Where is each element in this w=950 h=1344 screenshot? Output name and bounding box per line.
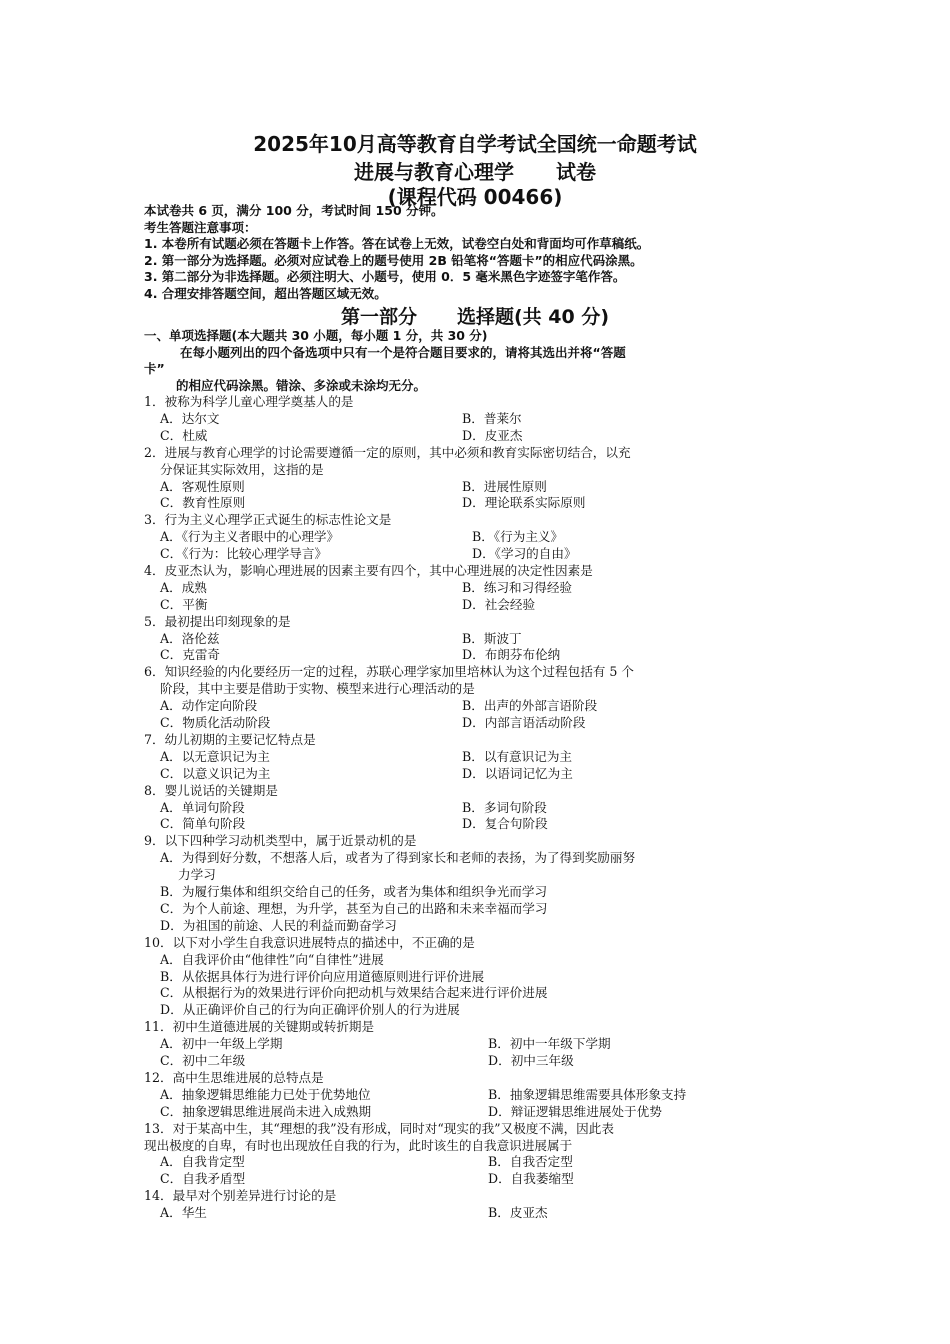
question-stem-continued: 分保证其实际效用，这指的是 bbox=[160, 461, 324, 477]
note-line: 本试卷共 6 页，满分 100 分，考试时间 150 分钟。 bbox=[144, 203, 444, 218]
part-heading bbox=[0, 302, 950, 329]
option: B．出声的外部言语阶段 bbox=[462, 698, 598, 714]
option: C．简单句阶段 bbox=[160, 816, 246, 832]
option: B．自我否定型 bbox=[488, 1154, 573, 1170]
option-row bbox=[144, 766, 824, 783]
option: D．皮亚杰 bbox=[462, 427, 523, 443]
question-stem: 11．初中生道德进展的关键期或转折期是 bbox=[144, 1019, 375, 1035]
option-row bbox=[144, 479, 824, 496]
option-row bbox=[144, 411, 824, 428]
question-stem: 9．以下四种学习动机类型中，属于近景动机的是 bbox=[144, 833, 417, 849]
option: C．以意义识记为主 bbox=[160, 765, 271, 781]
section-instruction: 卡” bbox=[144, 361, 165, 377]
option: D．以语词记忆为主 bbox=[462, 765, 573, 781]
option-row bbox=[144, 698, 824, 715]
note-line: 3. 第二部分为非选择题。必须注明大、小题号，使用 0．5 毫米黑色字迹签字笔作答。 bbox=[144, 269, 626, 285]
option: A．华生 bbox=[160, 1205, 207, 1221]
option: C．为个人前途、理想，为升学，甚至为自己的出路和未来幸福而学习 bbox=[160, 900, 548, 916]
question-stem: 4．皮亚杰认为，影响心理进展的因素主要有四个，其中心理进展的决定性因素是 bbox=[144, 562, 593, 578]
section-instruction: 在每小题列出的四个备选项中只有一个是符合题目要求的，请将其选出并将“答题 bbox=[180, 344, 626, 360]
option: B．抽象逻辑思维需要具体形象支持 bbox=[488, 1086, 687, 1102]
option: A．动作定向阶段 bbox=[160, 698, 258, 714]
option-row bbox=[144, 631, 824, 648]
option: A．洛伦兹 bbox=[160, 630, 220, 646]
option: D．社会经验 bbox=[462, 596, 536, 612]
part-name: 第一部分 bbox=[340, 306, 417, 328]
option-row bbox=[144, 800, 824, 817]
option-row bbox=[144, 428, 824, 445]
note-line: 4. 合理安排答题空间，超出答题区域无效。 bbox=[144, 285, 387, 301]
option: C．杜威 bbox=[160, 427, 208, 443]
option-row bbox=[144, 580, 824, 597]
option: D．《学习的自由》 bbox=[472, 546, 577, 562]
option: D．理论联系实际原则 bbox=[462, 495, 586, 511]
option-row bbox=[144, 1205, 824, 1222]
option: D．为祖国的前途、人民的利益而勤奋学习 bbox=[160, 917, 397, 933]
option: C．克雷奇 bbox=[160, 647, 221, 663]
course-code: (课程代码 00466) bbox=[387, 185, 563, 209]
option-row bbox=[144, 1171, 824, 1188]
option: B．《行为主义》 bbox=[472, 529, 564, 545]
option: A．抽象逻辑思维能力已处于优势地位 bbox=[160, 1086, 371, 1102]
option-row bbox=[144, 1154, 824, 1171]
question-item bbox=[144, 1019, 824, 1070]
option-row bbox=[144, 715, 824, 732]
question-stem: 7．幼儿初期的主要记忆特点是 bbox=[144, 731, 316, 747]
option: A．为得到好分数，不想落人后，或者为了得到家长和老师的表扬，为了得到奖励丽努 bbox=[160, 850, 636, 866]
part-title: 选择题(共 40 分) bbox=[456, 306, 610, 328]
option: D．内部言语活动阶段 bbox=[462, 715, 586, 731]
question-item bbox=[144, 833, 824, 934]
option: B．皮亚杰 bbox=[488, 1205, 548, 1221]
option: B．为履行集体和组织交给自己的任务，或者为集体和组织争光而学习 bbox=[160, 884, 548, 900]
option: C．自我矛盾型 bbox=[160, 1171, 246, 1187]
note-line: 考生答题注意事项： bbox=[144, 219, 257, 235]
option: A．以无意识记为主 bbox=[160, 748, 270, 764]
question-stem: 3．行为主义心理学正式诞生的标志性论文是 bbox=[144, 512, 392, 528]
option: D．辩证逻辑思维进展处于优势 bbox=[488, 1103, 662, 1119]
question-item bbox=[144, 1121, 824, 1189]
option: B．从依据具体行为进行评价向应用道德原则进行评价进展 bbox=[160, 968, 485, 984]
option-row bbox=[144, 529, 824, 546]
option: B．斯波丁 bbox=[462, 630, 522, 646]
question-item bbox=[144, 1070, 824, 1121]
option: C．从根据行为的效果进行评价向把动机与效果结合起来进行评价进展 bbox=[160, 985, 548, 1001]
question-item bbox=[144, 614, 824, 665]
note-line: 2. 第一部分为选择题。必须对应试卷上的题号使用 2B 铅笔将“答题卡”的相应代码涂黑。 bbox=[144, 252, 643, 268]
option: A．客观性原则 bbox=[160, 478, 245, 494]
question-stem: 10．以下对小学生自我意识进展特点的描述中，不正确的是 bbox=[144, 934, 475, 950]
option: D．从正确评价自己的行为向正确评价别人的行为进展 bbox=[160, 1002, 460, 1018]
section-heading bbox=[144, 328, 824, 394]
option: A．自我肯定型 bbox=[160, 1154, 245, 1170]
option: C．物质化活动阶段 bbox=[160, 715, 271, 731]
option-row bbox=[144, 1036, 824, 1053]
question-stem-continued: 现出极度的自卑，有时也出现放任自我的行为，此时该生的自我意识进展属于 bbox=[144, 1137, 573, 1153]
option-row bbox=[144, 495, 824, 512]
question-stem: 13．对于某高中生，其“理想的我”没有形成，同时对“现实的我”又极度不满，因此表 bbox=[144, 1120, 614, 1136]
question-stem: 1．被称为科学儿童心理学奠基人的是 bbox=[144, 394, 354, 409]
option-row bbox=[144, 597, 824, 614]
option: D．初中三年级 bbox=[488, 1053, 574, 1069]
question-stem: 8．婴儿说话的关键期是 bbox=[144, 782, 278, 798]
option: A．《行为主义者眼中的心理学》 bbox=[160, 529, 340, 545]
option: A．达尔文 bbox=[160, 410, 220, 426]
option: B．普莱尔 bbox=[462, 410, 522, 426]
option: B．多词句阶段 bbox=[462, 799, 547, 815]
course-name: 进展与教育心理学 bbox=[354, 160, 514, 184]
question-list bbox=[144, 394, 824, 1222]
option: A．初中一年级上学期 bbox=[160, 1036, 283, 1052]
option-row bbox=[144, 1104, 824, 1121]
question-stem: 6．知识经验的内化要经历一定的过程，苏联心理学家加里培林认为这个过程包括有 5 个 bbox=[144, 664, 635, 680]
option: D．自我萎缩型 bbox=[488, 1171, 574, 1187]
option: B．练习和习得经验 bbox=[462, 579, 573, 595]
question-stem: 12．高中生思维进展的总特点是 bbox=[144, 1069, 324, 1085]
option-row bbox=[144, 1053, 824, 1070]
option: B．进展性原则 bbox=[462, 478, 547, 494]
paper-label: 试卷 bbox=[556, 160, 596, 184]
option: C．抽象逻辑思维进展尚未进入成熟期 bbox=[160, 1103, 372, 1119]
question-item bbox=[144, 783, 824, 834]
option: C．平衡 bbox=[160, 596, 208, 612]
exam-title: 2025年10月高等教育自学考试全国统一命题考试 bbox=[253, 132, 697, 156]
question-stem: 14．最早对个别差异进行讨论的是 bbox=[144, 1188, 337, 1204]
option: C．教育性原则 bbox=[160, 495, 246, 511]
option: D．复合句阶段 bbox=[462, 816, 548, 832]
option: D．布朗芬布伦纳 bbox=[462, 647, 561, 663]
question-item bbox=[144, 664, 824, 732]
option-row bbox=[144, 647, 824, 664]
option-continued: 力学习 bbox=[178, 867, 216, 883]
option-row bbox=[144, 749, 824, 766]
section-title: 一、单项选择题(本大题共 30 小题，每小题 1 分，共 30 分) bbox=[144, 328, 488, 343]
option: B．初中一年级下学期 bbox=[488, 1036, 611, 1052]
question-item bbox=[144, 394, 824, 445]
option: B．以有意识记为主 bbox=[462, 748, 573, 764]
question-stem-continued: 阶段，其中主要是借助于实物、模型来进行心理活动的是 bbox=[160, 681, 475, 697]
option: C．初中二年级 bbox=[160, 1053, 246, 1069]
option: A．自我评价由“他律性”向“自律性”进展 bbox=[160, 951, 384, 967]
question-item bbox=[144, 512, 824, 563]
option: C．《行为：比较心理学导言》 bbox=[160, 546, 328, 562]
option-row bbox=[144, 1087, 824, 1104]
section-instruction: 的相应代码涂黑。错涂、多涂或未涂均无分。 bbox=[176, 377, 427, 393]
question-item bbox=[144, 732, 824, 783]
option-row bbox=[144, 546, 824, 563]
question-stem: 5．最初提出印刻现象的是 bbox=[144, 613, 291, 629]
question-item bbox=[144, 1188, 824, 1222]
option-row bbox=[144, 816, 824, 833]
question-item bbox=[144, 935, 824, 1020]
option: A．单词句阶段 bbox=[160, 799, 245, 815]
option: A．成熟 bbox=[160, 579, 207, 595]
note-line: 1. 本卷所有试题必须在答题卡上作答。答在试卷上无效，试卷空白处和背面均可作草稿纸。 bbox=[144, 236, 650, 252]
exam-notes bbox=[144, 203, 844, 303]
question-stem: 2．进展与教育心理学的讨论需要遵循一定的原则，其中必须和教育实际密切结合，以充 bbox=[144, 444, 631, 460]
question-item bbox=[144, 445, 824, 513]
question-item bbox=[144, 563, 824, 614]
